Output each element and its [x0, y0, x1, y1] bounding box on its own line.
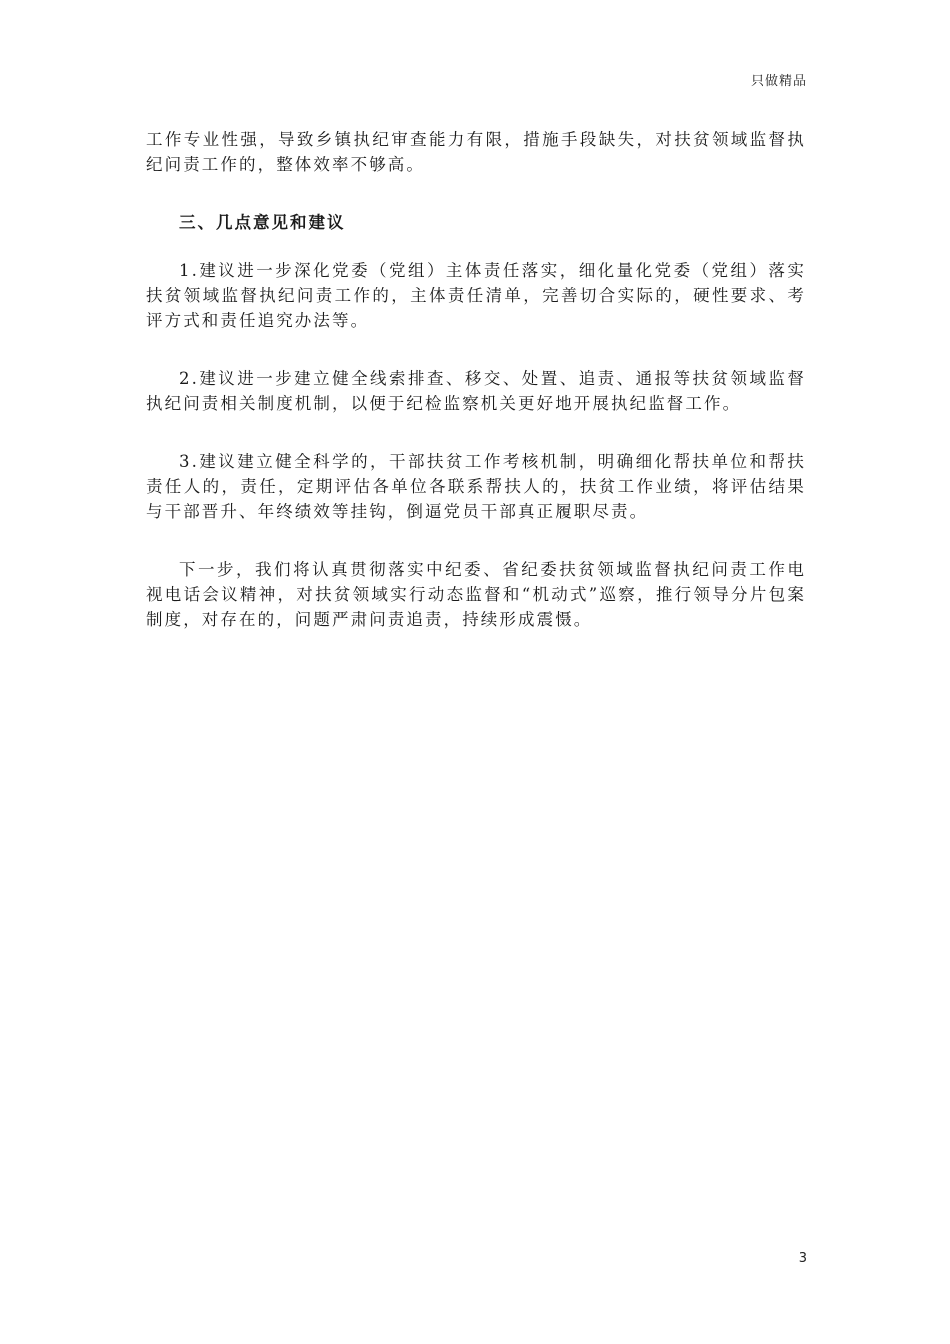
page-number: 3	[798, 1251, 807, 1266]
document-body	[146, 127, 806, 665]
paragraph-continuation: 工作专业性强，导致乡镇执纪审查能力有限，措施手段缺失，对扶贫领域监督执纪问责工作的，整体效率不够高。	[146, 130, 806, 174]
suggestion-3: 3.建议建立健全科学的，干部扶贫工作考核机制，明确细化帮扶单位和帮扶责任人的，责任，定期评估各单位各联系帮扶人的，扶贫工作业绩，将评估结果与干部晋升、年终绩效等挂钩，倒逼党员干部真正履职尽责。	[146, 452, 806, 521]
suggestion-2: 2.建议进一步建立健全线索排查、移交、处置、追责、通报等扶贫领域监督执纪问责相关制度机制，以便于纪检监察机关更好地开展执纪监督工作。	[146, 369, 806, 413]
header-note: 只做精品	[750, 74, 807, 89]
suggestion-1: 1.建议进一步深化党委（党组）主体责任落实，细化量化党委（党组）落实扶贫领域监督执纪问责工作的，主体责任清单，完善切合实际的，硬性要求、考评方式和责任追究办法等。	[146, 261, 806, 330]
section-heading: 三、几点意见和建议	[179, 213, 346, 232]
closing-paragraph: 下一步，我们将认真贯彻落实中纪委、省纪委扶贫领域监督执纪问责工作电视电话会议精神，对扶贫领域实行动态监督和“机动式”巡察，推行领导分片包案制度，对存在的，问题严肃问责追责，持续形成震慑。	[146, 560, 806, 629]
